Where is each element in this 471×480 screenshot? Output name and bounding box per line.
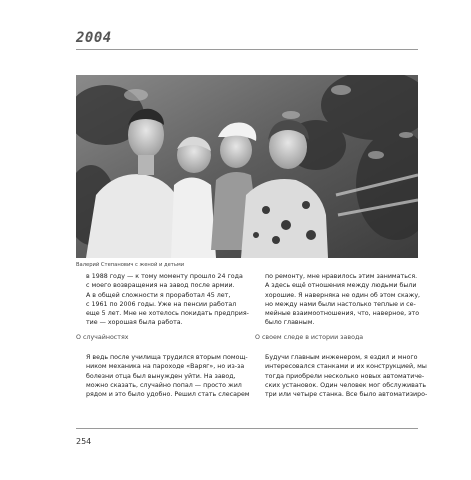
text-line: еще 5 лет. Мне не хотелось покидать предприя- bbox=[86, 310, 249, 318]
text-line: по ремонту, мне нравилось этим заниматься. bbox=[265, 273, 418, 280]
section-heading: О случайностях bbox=[76, 334, 129, 341]
text-line: интересовался станками и их конструкцией, мы bbox=[265, 363, 427, 371]
text-line: болезни отца был вынужден уйти. На завод, bbox=[86, 372, 236, 380]
text-line: Будучи главным инженером, я ездил и много bbox=[265, 354, 418, 361]
text-line: с 1961 по 2006 годы. Уже на пенсии работал bbox=[86, 300, 237, 308]
text-line: тогда приобрели несколько новых автоматиче- bbox=[265, 372, 425, 380]
text-line: ских установок. Один человек мог обслуживать bbox=[265, 381, 427, 389]
left-column-para2 bbox=[86, 353, 250, 399]
text-line: ником механика на пароходе «Варяг», но из-за bbox=[86, 363, 245, 371]
text-line: мейные взаимоотношения, что, наверное, это bbox=[265, 310, 420, 318]
bottom-rule bbox=[76, 428, 418, 429]
text-line: рядом и это было удобно. Решил стать слесарем bbox=[86, 391, 250, 399]
page-number: 254 bbox=[76, 437, 92, 446]
text-line: было главным. bbox=[265, 319, 315, 327]
text-line: А здесь ещё отношения между людьми были bbox=[265, 282, 417, 290]
left-column bbox=[86, 272, 249, 328]
right-column bbox=[265, 272, 425, 328]
right-heading-wrap bbox=[255, 333, 415, 342]
text-line: но между нами были настолько теплые и се- bbox=[265, 300, 416, 308]
top-rule bbox=[76, 49, 418, 50]
text-line: А в общей сложности я проработал 45 лет, bbox=[86, 291, 231, 299]
text-line: в 1988 году — к тому моменту прошло 24 года bbox=[86, 273, 243, 280]
text-line: хорошие. Я наверняка не один об этом скажу, bbox=[265, 291, 421, 299]
left-heading-wrap bbox=[76, 333, 236, 342]
right-column-para2 bbox=[265, 353, 428, 399]
text-line: Я ведь после училища трудился вторым помощ- bbox=[86, 354, 248, 361]
text-line: с моего возвращения на завод после армии. bbox=[86, 282, 235, 290]
section-heading: О своем следе в истории завода bbox=[255, 334, 364, 341]
photo-caption: Валерий Степанович с женой и детьми bbox=[76, 262, 185, 268]
text-line: можно сказать, случайно попал — просто жил bbox=[86, 381, 242, 389]
text-line: три или четыре станка. Все было автоматизиро- bbox=[265, 391, 428, 399]
year-heading: 2004 bbox=[76, 30, 112, 46]
text-line: тие — хорошая была работа. bbox=[86, 319, 183, 327]
family-photo bbox=[76, 75, 418, 258]
